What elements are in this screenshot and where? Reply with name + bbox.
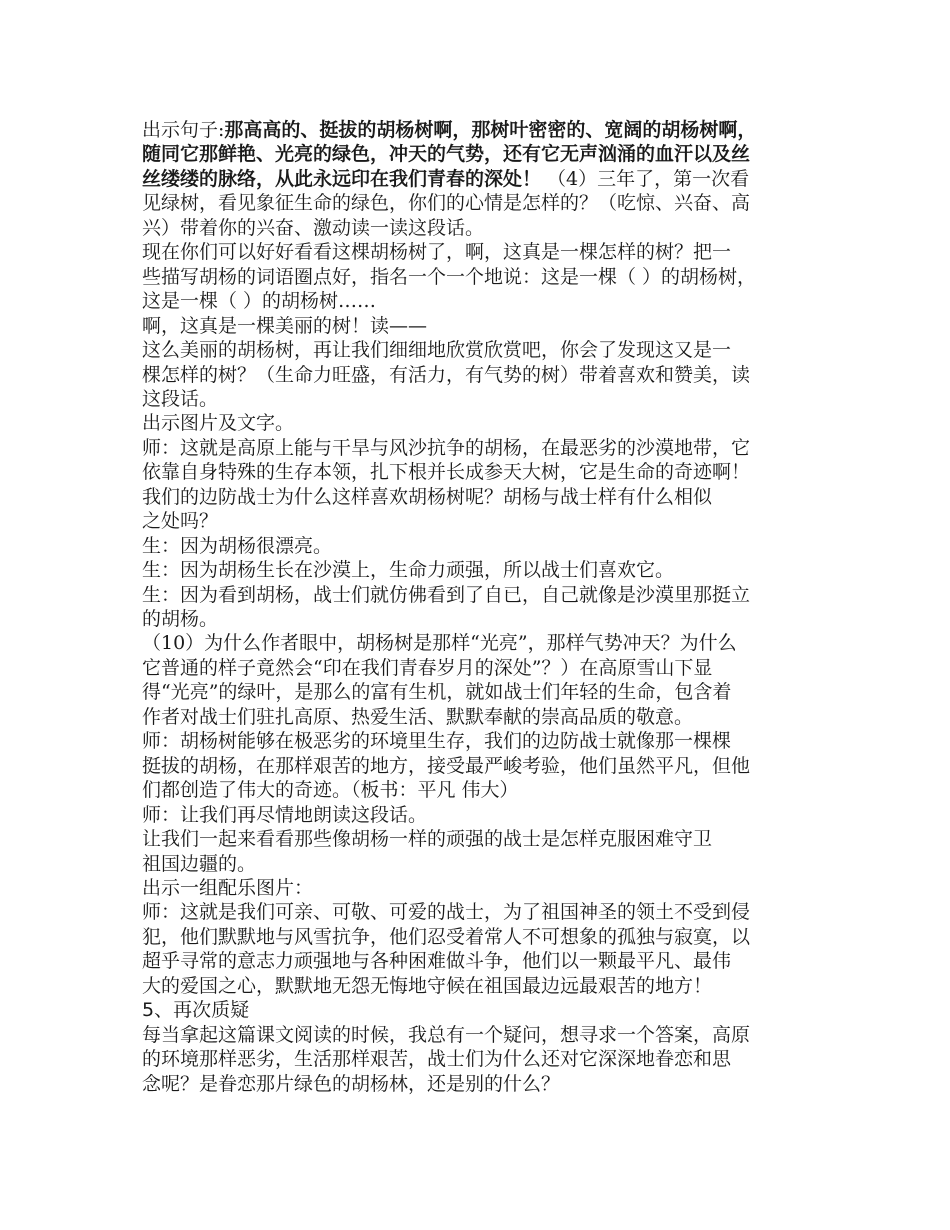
text-segment: 师：让我们再尽情地朗读这段话。 [142, 803, 428, 826]
text-line [142, 1023, 750, 1047]
text-segment: 出示图片及文字。 [142, 412, 295, 435]
text-segment: 生：因为胡杨很漂亮。 [142, 534, 333, 557]
text-segment: 我们的边防战士为什么这样喜欢胡杨树呢？胡杨与战士样有什么相似 [142, 485, 713, 508]
text-line [142, 925, 750, 949]
text-line [142, 754, 750, 778]
text-line [142, 729, 731, 753]
text-segment: 念呢？是眷恋那片绿色的胡杨林，还是别的什么？ [142, 1072, 561, 1095]
text-line [142, 1072, 560, 1096]
text-line [142, 436, 750, 460]
bold-text-segment: 丝缕缕的脉络，从此永远印在我们青春的深处！ [142, 167, 542, 190]
text-line [142, 118, 756, 142]
text-segment: 生：因为看到胡杨，战士们就仿佛看到了自已，自己就像是沙漠里那挺立 [142, 583, 751, 606]
text-segment: 见绿树，看见象征生命的绿色，你们的心情是怎样的？（吃惊、兴奋、高 [142, 192, 751, 215]
text-line [142, 803, 427, 827]
text-segment: 的环境那样恶劣，生活那样艰苦，战士们为什么还对它深深地眷恋和思 [142, 1048, 732, 1071]
text-line [142, 142, 750, 166]
text-segment: 依靠自身特殊的生存本领，扎下根并长成参天大树，它是生命的奇迹啊！ [142, 461, 751, 484]
text-segment: 这么美丽的胡杨树，再让我们细细地欣赏欣赏吧，你会了发现这又是一 [142, 339, 732, 361]
text-line [142, 509, 218, 533]
bold-text-segment: 那高高的、挺拔的胡杨树啊，那树叶密密的、宽阔的胡杨树啊， [224, 119, 757, 141]
text-line [142, 827, 712, 851]
text-segment: 作者对战士们驻扎高原、热爱生活、默默奉献的崇高品质的敬意。 [142, 705, 694, 728]
text-segment: 这是一棵（ ）的胡杨树…… [142, 290, 377, 313]
text-line [142, 607, 218, 631]
text-segment: 兴）带着你的兴奋、激动读一读这段话。 [142, 216, 485, 239]
text-segment: 些描写胡杨的词语圈点好，指名一个一个地说：这是一棵（ ）的胡杨树， [142, 265, 757, 288]
text-line [142, 778, 519, 802]
text-segment: 出示句子: [142, 119, 225, 141]
text-line [142, 900, 750, 924]
text-line [142, 558, 674, 582]
bold-text-segment: 随同它那鲜艳、光亮的绿色，冲天的气势，还有它无声汹涌的血汗以及丝 [142, 143, 751, 166]
text-line [142, 363, 750, 387]
text-line [142, 265, 756, 289]
text-line [142, 656, 712, 680]
text-line [142, 485, 712, 509]
text-segment: 让我们一起来看看那些像胡杨一样的顽强的战士是怎样克服困难守卫 [142, 828, 713, 850]
text-segment: 之处吗？ [142, 510, 219, 533]
text-segment: 现在你们可以好好看看这棵胡杨树了，啊，这真是一棵怎样的树？把一 [142, 241, 732, 264]
text-line [142, 534, 332, 558]
text-segment: 师：这就是高原上能与干旱与风沙抗争的胡杨，在最恶劣的沙漠地带，它 [142, 436, 751, 459]
text-line [142, 583, 750, 607]
text-line [142, 338, 731, 362]
text-line [142, 191, 750, 215]
text-segment: 出示一组配乐图片： [142, 876, 314, 899]
text-line [142, 411, 294, 435]
text-segment: 棵怎样的树？（生命力旺盛，有活力，有气势的树）带着喜欢和赞美，读 [142, 363, 751, 386]
text-line [142, 974, 712, 998]
text-line [142, 240, 731, 264]
text-line [142, 216, 484, 240]
text-line [142, 998, 249, 1022]
text-segment: 挺拔的胡杨，在那样艰苦的地方，接受最严峻考验，他们虽然平凡，但他 [142, 754, 751, 777]
text-segment: 师：这就是我们可亲、可敬、可爱的战士，为了祖国神圣的领土不受到侵 [142, 901, 751, 924]
text-line [142, 705, 693, 729]
text-line [142, 167, 749, 191]
text-line [142, 460, 750, 484]
text-segment: 它普通的样子竟然会“印在我们青春岁月的深处”？）在高原雪山下显 [142, 656, 713, 679]
text-segment: 5、再次质疑 [142, 999, 250, 1022]
text-line [142, 289, 376, 313]
text-segment: 的胡杨。 [142, 608, 219, 630]
text-line [142, 1047, 731, 1071]
text-line [142, 631, 737, 655]
text-segment: 这段话。 [142, 387, 219, 410]
text-segment: 祖国边疆的。 [142, 852, 257, 875]
text-segment: 师：胡杨树能够在极恶劣的环境里生存，我们的边防战士就像那一棵棵 [142, 730, 732, 753]
text-segment: （10）为什么作者眼中，胡杨树是那样“光亮”，那样气势冲天？为什么 [142, 632, 737, 655]
text-segment: 们都创造了伟大的奇迹。（板书：平凡 伟大） [142, 779, 519, 802]
text-segment: 得“光亮”的绿叶，是那么的富有生机，就如战士们年轻的生命，包含着 [142, 681, 732, 704]
text-segment: 犯，他们默默地与风雪抗争，他们忍受着常人不可想象的孤独与寂寞，以 [142, 925, 751, 948]
text-segment: 啊，这真是一棵美丽的树！读—— [142, 314, 428, 337]
text-line [142, 852, 256, 876]
text-segment: 超乎寻常的意志力顽强地与各种困难做斗争，他们以一颗最平凡、最伟 [142, 950, 732, 973]
text-segment: （4）三年了，第一次看 [541, 167, 750, 190]
text-segment: 大的爱国之心，默默地无怨无悔地守候在祖国最边远最艰苦的地方！ [142, 974, 713, 997]
text-line [142, 876, 313, 900]
text-line [142, 314, 427, 338]
text-line [142, 387, 218, 411]
text-segment: 生：因为胡杨生长在沙漠上，生命力顽强，所以战士们喜欢它。 [142, 559, 675, 582]
text-line [142, 680, 731, 704]
text-line [142, 949, 731, 973]
text-segment: 每当拿起这篇课文阅读的时候，我总有一个疑问，想寻求一个答案，高原 [142, 1023, 751, 1046]
